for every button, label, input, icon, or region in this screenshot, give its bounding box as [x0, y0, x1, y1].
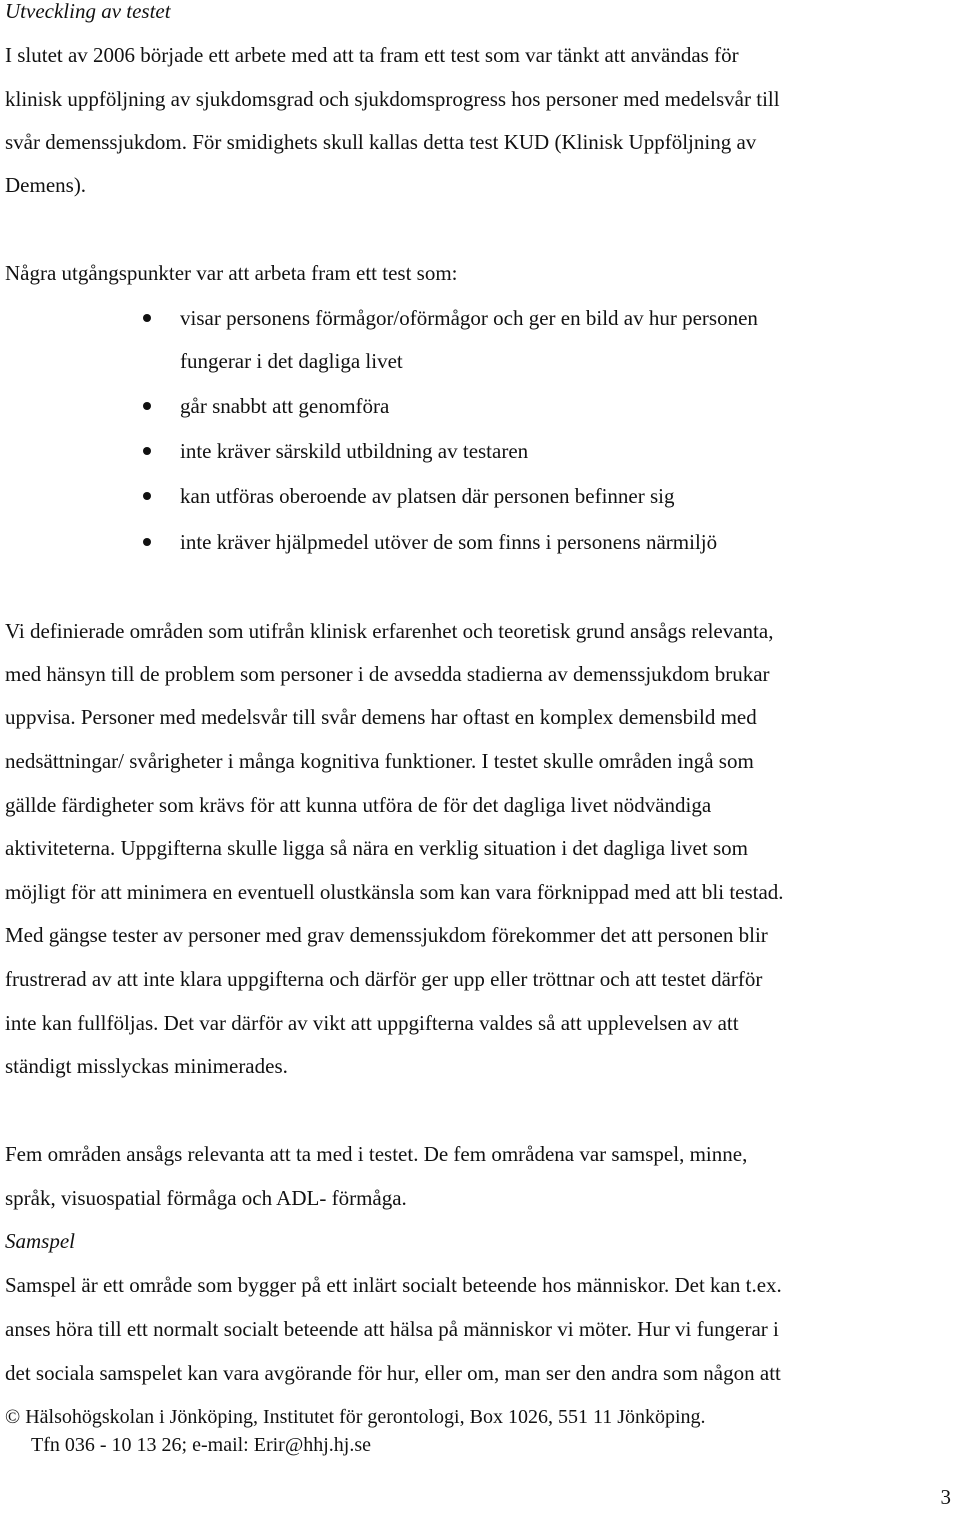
bullet-icon: [143, 447, 151, 455]
paragraph-line: anses höra till ett normalt socialt beteende att hälsa på människor vi möter. Hur vi fungerar i: [5, 1317, 779, 1341]
footer-contact: Tfn 036 - 10 13 26; e-mail: Erir@hhj.hj.se: [31, 1434, 372, 1456]
footer-address: © Hälsohögskolan i Jönköping, Institutet för gerontologi, Box 1026, 551 11 Jönköping.: [5, 1406, 706, 1428]
paragraph-line: nedsättningar/ svårigheter i många kognitiva funktioner. I testet skulle områden ingå som: [5, 749, 754, 773]
paragraph-line: ständigt misslyckas minimerades.: [5, 1054, 288, 1078]
paragraph-line: Med gängse tester av personer med grav demenssjukdom förekommer det att personen blir: [5, 923, 768, 947]
bullet-icon: [143, 538, 151, 546]
list-item: visar personens förmågor/oförmågor och ger en bild av hur personen: [180, 306, 758, 330]
paragraph-line: det sociala samspelet kan vara avgörande för hur, eller om, man ser den andra som någon att: [5, 1361, 781, 1385]
paragraph-line: språk, visuospatial förmåga och ADL- förmåga.: [5, 1186, 407, 1210]
paragraph-line: svår demenssjukdom. För smidighets skull kallas detta test KUD (Klinisk Uppföljning av: [5, 130, 757, 154]
bullet-icon: [143, 492, 151, 500]
paragraph-line: aktiviteterna. Uppgifterna skulle ligga så nära en verklig situation i det dagliga livet som: [5, 836, 748, 860]
paragraph-line: Fem områden ansågs relevanta att ta med i testet. De fem områdena var samspel, minne,: [5, 1142, 748, 1166]
list-item-continuation: fungerar i det dagliga livet: [180, 349, 403, 373]
paragraph-line: med hänsyn till de problem som personer i de avsedda stadierna av demenssjukdom brukar: [5, 662, 770, 686]
section-heading: Utveckling av testet: [5, 0, 171, 23]
paragraph-line: Vi definierade områden som utifrån klinisk erfarenhet och teoretisk grund ansågs relevanta,: [5, 619, 774, 643]
list-item: inte kräver särskild utbildning av testaren: [180, 439, 529, 463]
paragraph-line: gällde färdigheter som krävs för att kunna utföra de för det dagliga livet nödvändiga: [5, 793, 712, 817]
list-item: kan utföras oberoende av platsen där personen befinner sig: [180, 484, 675, 508]
paragraph-line: inte kan fullföljas. Det var därför av vikt att uppgifterna valdes så att upplevelsen av att: [5, 1011, 739, 1035]
paragraph-line: klinisk uppföljning av sjukdomsgrad och sjukdomsprogress hos personer med medelsvår till: [5, 87, 780, 111]
list-intro: Några utgångspunkter var att arbeta fram ett test som:: [5, 261, 458, 285]
paragraph-line: uppvisa. Personer med medelsvår till svår demens har oftast en komplex demensbild med: [5, 705, 757, 729]
list-item: går snabbt att genomföra: [180, 394, 390, 418]
bullet-icon: [143, 314, 151, 322]
paragraph-line: frustrerad av att inte klara uppgifterna och därför ger upp eller tröttnar och att testet därför: [5, 967, 763, 991]
page-number: 3: [940, 1485, 951, 1509]
bullet-icon: [143, 402, 151, 410]
paragraph-line: Demens).: [5, 173, 87, 197]
subsection-heading: Samspel: [5, 1229, 75, 1253]
list-item: inte kräver hjälpmedel utöver de som finns i personens närmiljö: [180, 530, 718, 554]
paragraph-line: I slutet av 2006 började ett arbete med att ta fram ett test som var tänkt att användas för: [5, 43, 739, 67]
paragraph-line: möjligt för att minimera en eventuell olustkänsla som kan vara förknippad med att bli testad.: [5, 880, 784, 904]
paragraph-line: Samspel är ett område som bygger på ett inlärt socialt beteende hos människor. Det kan t.ex.: [5, 1273, 782, 1297]
